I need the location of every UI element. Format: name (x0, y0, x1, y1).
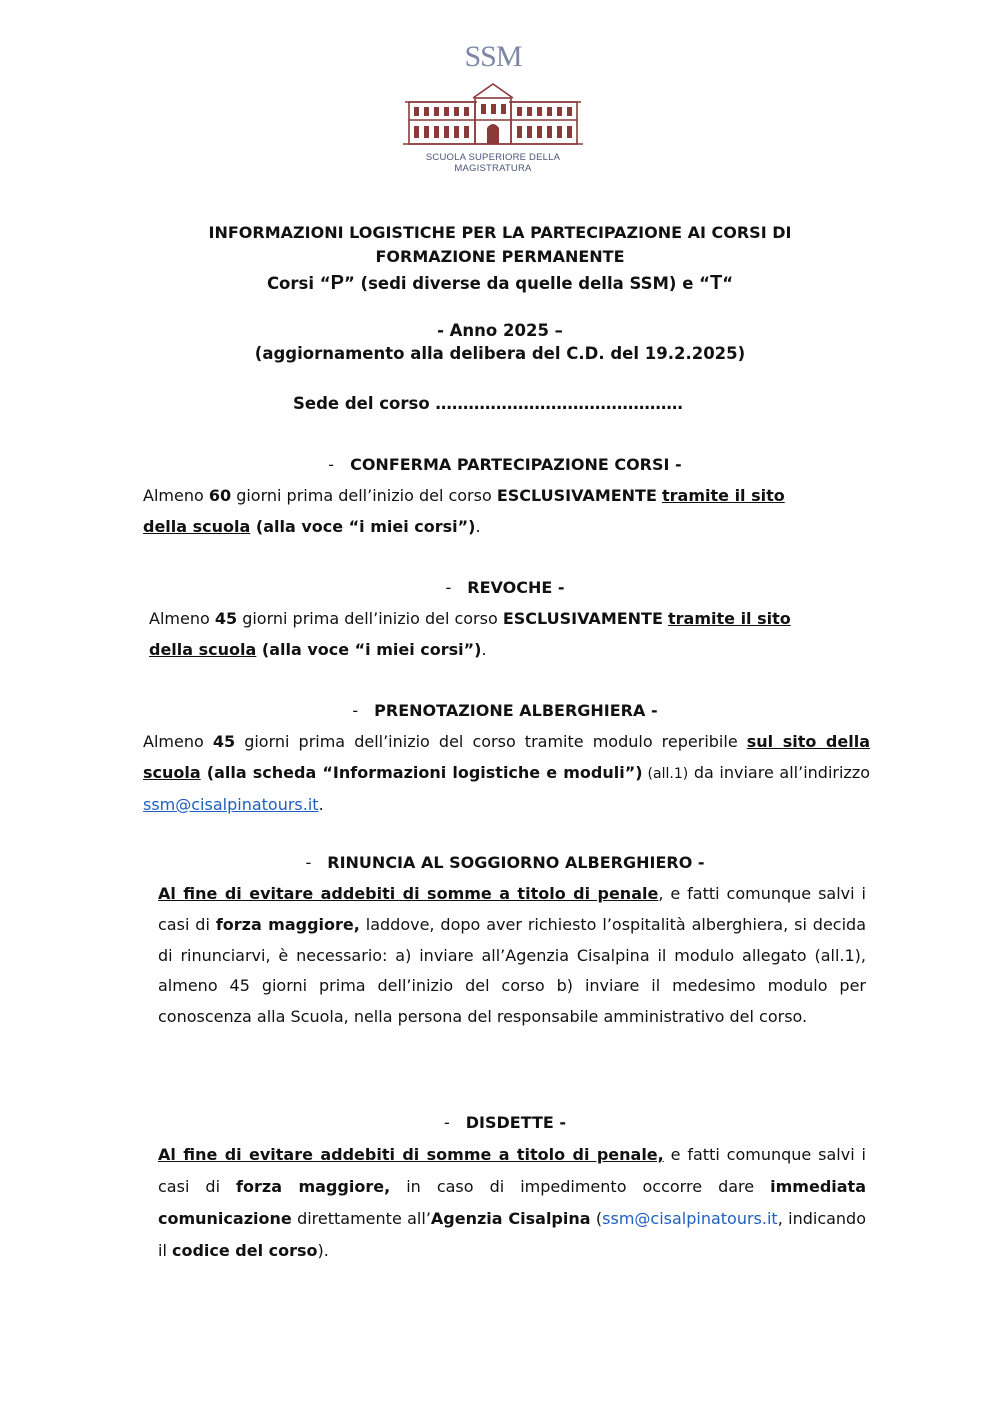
section-heading-disdette (140, 1113, 870, 1132)
heading-dash: - (328, 455, 335, 474)
logo-acronym: SSM (464, 40, 522, 73)
heading-text: DISDETTE - (465, 1113, 567, 1132)
email-link[interactable]: ssm@cisalpinatours.it (143, 794, 319, 814)
heading-dash: - (445, 578, 452, 597)
heading-text: PRENOTAZIONE ALBERGHIERA - (374, 701, 658, 720)
section-heading-rinuncia (140, 853, 870, 872)
prenotazione-paragraph: Almeno 45 giorni prima dell’inizio del corso tramite modulo reperibile sul sito della scuola (alla scheda “Informazioni logistiche e moduli”) (all.1) da inviare all’indirizzo ssm@cisalpinatours.it. (143, 732, 870, 814)
courses-prefix: Corsi “ (266, 274, 331, 293)
building-icon (403, 76, 583, 148)
ssm-logo (398, 40, 588, 174)
logo-caption: SCUOLA SUPERIORE DELLA MAGISTRATURA (425, 152, 561, 174)
document-title (120, 221, 880, 269)
section-heading-revoche (140, 578, 870, 597)
conferma-paragraph: Almeno 60 giorni prima dell’inizio del corso ESCLUSIVAMENTE tramite il sito della scuola (alla voce “i miei corsi”). (143, 486, 785, 536)
courses-line (120, 272, 880, 295)
heading-dash: - (352, 701, 359, 720)
heading-dash: - (305, 853, 312, 872)
course-p-letter: P (330, 272, 344, 294)
courses-suffix: “ (722, 274, 734, 293)
section-heading-conferma (140, 455, 870, 474)
rinuncia-paragraph: Al fine di evitare addebiti di somme a titolo di penale, e fatti comunque salvi i casi di forza maggiore, laddove, dopo aver richiesto l’ospitalità alberghiera, si decida di rinunciarvi, è necessario: a) inviare all’Agenzia Cisalpina il modulo allegato (all.1), almeno 45 giorni prima dell’inizio del corso b) inviare il medesimo modulo per conoscenza alla Scuola, nella persona del responsabile amministrativo del corso. (158, 884, 867, 1027)
section-heading-prenotazione (140, 701, 870, 720)
title-line-2: FORMAZIONE PERMANENTE (375, 247, 625, 266)
disdette-paragraph: Al fine di evitare addebiti di somme a titolo di penale, e fatti comunque salvi i casi di forza maggiore, in caso di impedimento occorre dare immediata comunicazione direttamente all’Agenzia Cisalpina (ssm@cisalpinatours.it, indicando il codice del corso). (158, 1145, 866, 1260)
location-line: Sede del corso ……………………………………… (293, 394, 683, 413)
title-line-1: INFORMAZIONI LOGISTICHE PER LA PARTECIPAZIONE AI CORSI DI (208, 223, 792, 242)
heading-text: CONFERMA PARTECIPAZIONE CORSI - (350, 455, 682, 474)
heading-text: RINUNCIA AL SOGGIORNO ALBERGHIERO - (327, 853, 705, 872)
heading-text: REVOCHE - (467, 578, 565, 597)
year-line: - Anno 2025 – (437, 321, 563, 340)
heading-dash: - (443, 1113, 450, 1132)
update-line: (aggiornamento alla delibera del C.D. del 19.2.2025) (254, 344, 746, 363)
courses-middle: ” (sedi diverse da quelle della SSM) e “ (343, 274, 710, 293)
course-t-letter: T (709, 272, 723, 294)
email-link[interactable]: ssm@cisalpinatours.it (602, 1209, 778, 1228)
revoche-paragraph: Almeno 45 giorni prima dell’inizio del corso ESCLUSIVAMENTE tramite il sito della scuola (alla voce “i miei corsi”). (149, 609, 791, 659)
